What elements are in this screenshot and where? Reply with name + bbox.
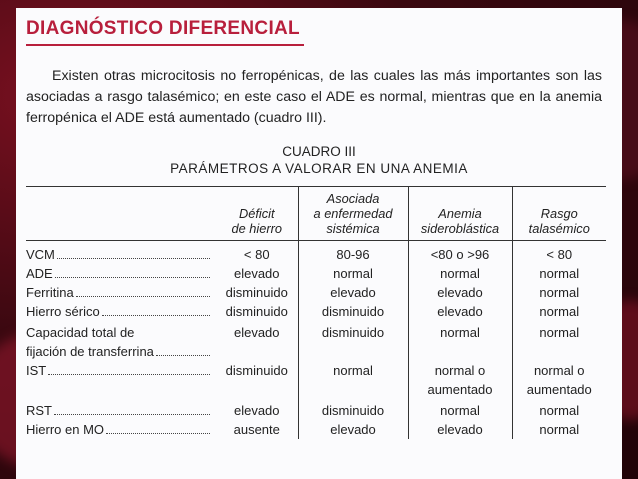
- row-label: [26, 264, 216, 283]
- cell-text: disminuido: [321, 403, 385, 418]
- table-cell: [408, 302, 512, 321]
- cell-text: normal: [333, 266, 373, 281]
- slide-panel: [16, 8, 622, 479]
- row-label: [26, 321, 216, 361]
- leader-dots: [57, 249, 210, 259]
- cell-text: normal: [539, 325, 580, 340]
- table-cell: [216, 264, 298, 283]
- row-label: [26, 361, 216, 399]
- row-label-text: RST: [26, 403, 52, 418]
- table-cell: [512, 399, 606, 420]
- table-row: [26, 264, 606, 283]
- cell-text: elevado: [437, 285, 483, 300]
- table-cell: [216, 321, 298, 361]
- table-row: [26, 399, 606, 420]
- table-cell: [512, 321, 606, 361]
- header-text: Déficit: [238, 206, 275, 221]
- leader-dots: [102, 306, 210, 316]
- page-title: DIAGNÓSTICO DIFERENCIAL: [26, 18, 300, 39]
- header-enfermedad-sistemica: [298, 187, 408, 241]
- table-row: [26, 321, 606, 361]
- header-text: a enfermedad: [313, 206, 393, 221]
- table-cell: [298, 420, 408, 439]
- leader-dots: [55, 268, 210, 278]
- table-cell: [298, 264, 408, 283]
- header-rasgo-talasemico: [512, 187, 606, 241]
- cell-text: normal: [539, 304, 580, 319]
- row-label: [26, 302, 216, 321]
- row-label: [26, 241, 216, 265]
- row-label-text: ADE: [26, 266, 53, 281]
- table-row: [26, 302, 606, 321]
- row-label: [26, 420, 216, 439]
- cell-text: normal: [440, 403, 480, 418]
- cell-text: normal: [333, 363, 373, 378]
- header-deficit-hierro: [216, 187, 298, 241]
- cell-text: aumentado: [526, 382, 592, 397]
- parameters-table: [26, 186, 606, 439]
- cell-text: normal: [539, 266, 580, 281]
- cell-text: < 80: [546, 247, 573, 262]
- cell-text: <80 o >96: [430, 247, 490, 262]
- table-cell: [216, 361, 298, 399]
- cell-text: disminuido: [321, 325, 385, 340]
- table-cell: [298, 241, 408, 265]
- leader-dots: [76, 287, 210, 297]
- cell-text: normal: [539, 422, 580, 437]
- row-label-text: VCM: [26, 247, 55, 262]
- header-text: Rasgo: [540, 206, 578, 221]
- header-anemia-sideroblastica: [408, 187, 512, 241]
- row-label-text: Hierro en MO: [26, 422, 105, 437]
- cell-text: elevado: [437, 422, 483, 437]
- table-row: [26, 241, 606, 265]
- table-cell: [512, 283, 606, 302]
- header-text: talasémico: [528, 221, 590, 236]
- intro-paragraph-text: Existen otras microcitosis no ferropénicas, de las cuales las más importantes son las asociadas a rasgo talasémico; en este caso el ADE es normal, mientras que en la anemia ferropénica el ADE está aumentado (cuadro III).: [26, 68, 602, 126]
- table-cell: [408, 420, 512, 439]
- table-cell: [298, 399, 408, 420]
- cell-text: aumentado: [427, 382, 493, 397]
- cell-text: elevado: [233, 266, 280, 281]
- header-text: de hierro: [231, 221, 282, 236]
- cell-text: elevado: [233, 325, 280, 340]
- cell-text: disminuido: [225, 285, 288, 300]
- row-label: [26, 399, 216, 420]
- cell-text: elevado: [330, 285, 376, 300]
- table-cell: [408, 264, 512, 283]
- leader-dots: [106, 424, 210, 434]
- leader-dots: [48, 365, 210, 375]
- table-cell: [216, 420, 298, 439]
- table-cell: [512, 420, 606, 439]
- table-cell: [408, 361, 512, 399]
- table-cell: [512, 302, 606, 321]
- table-body: [26, 241, 606, 440]
- row-label-text: fijación de transferrina: [26, 344, 154, 359]
- header-text: Asociada: [326, 191, 380, 206]
- table-cell: [408, 283, 512, 302]
- cell-text: 80-96: [336, 247, 370, 262]
- cell-text: normal o: [533, 363, 585, 378]
- cell-text: normal o: [434, 363, 486, 378]
- row-label-text: Capacidad total de: [26, 325, 135, 340]
- leader-dots: [156, 346, 210, 356]
- cell-text: disminuido: [225, 304, 288, 319]
- table-cell: [512, 361, 606, 399]
- table-cell: [298, 283, 408, 302]
- table-cell: [298, 302, 408, 321]
- row-label-text: Hierro sérico: [26, 304, 100, 319]
- header-text: sistémica: [326, 221, 380, 236]
- table-cell: [408, 321, 512, 361]
- cell-text: elevado: [233, 403, 280, 418]
- table-cell: [408, 399, 512, 420]
- header-text: sideroblástica: [420, 221, 500, 236]
- table-header-row: [26, 187, 606, 241]
- cell-text: elevado: [437, 304, 483, 319]
- table-cell: [216, 399, 298, 420]
- table-cell: [512, 264, 606, 283]
- cell-text: < 80: [243, 247, 270, 262]
- row-label: [26, 283, 216, 302]
- table-cell: [216, 283, 298, 302]
- header-text: Anemia: [438, 206, 482, 221]
- table-cell: [216, 241, 298, 265]
- table-cell: [298, 321, 408, 361]
- cell-text: normal: [440, 266, 480, 281]
- cell-text: normal: [539, 403, 580, 418]
- table-row: [26, 283, 606, 302]
- cell-text: disminuido: [321, 304, 385, 319]
- cell-text: normal: [539, 285, 580, 300]
- intro-paragraph: [26, 66, 602, 129]
- table-caption-title: PARÁMETROS A VALORAR EN UNA ANEMIA: [170, 161, 468, 176]
- table-cell: [298, 361, 408, 399]
- header-empty: [26, 187, 216, 241]
- table-cell: [408, 241, 512, 265]
- cell-text: disminuido: [225, 363, 288, 378]
- cell-text: ausente: [233, 422, 280, 437]
- title-underline: [26, 44, 304, 46]
- table-cell: [512, 241, 606, 265]
- leader-dots: [54, 405, 210, 415]
- row-label-text: Ferritina: [26, 285, 74, 300]
- table-row: [26, 420, 606, 439]
- cell-text: normal: [440, 325, 480, 340]
- table-cell: [216, 302, 298, 321]
- table-caption-number: CUADRO III: [282, 144, 356, 159]
- row-label-text: IST: [26, 363, 47, 378]
- table-row: [26, 361, 606, 399]
- cell-text: elevado: [330, 422, 376, 437]
